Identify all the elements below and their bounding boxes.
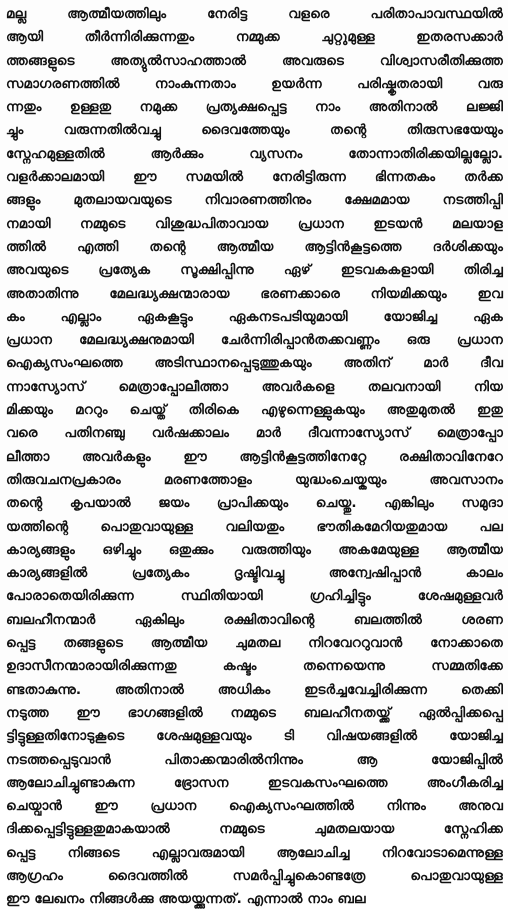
text-line: പ്പെട്ട നിങ്ങടെ എല്ലാവരുമായി ആലോചിച്ച നിറവോടാമെന്നുള്ള: [6, 844, 503, 861]
text-line: തിരുവചനപ്രകാരം മരണത്തോളം യുദ്ധംചെയ്കയും അവസാനം: [6, 471, 503, 488]
text-line: നമായി നമ്മുടെ വിശുദ്ധപിതാവായ പ്രധാന ഇടയൻ മലയാള: [6, 215, 503, 232]
text-line: പ്പെട്ട തങ്ങളുടെ ആത്മീയ ചുമതല നിറവേററുവാൻ നോക്കാതെ: [6, 635, 503, 652]
text-line: യത്തിന്റെ പൊതുവായുള്ള വലിയതും ഭൗതികമേറിയതുമായ പല: [6, 518, 503, 535]
text-line: മല്ല ആത്മീയത്തിലും നേരിട്ട വളരെ പരിതാപാവസ്ഥയിൽ: [6, 6, 503, 22]
text-line: ട്ടിട്ടുള്ളതിനോടുകൂടെ ശേഷമുള്ളവയും ടി വിഷയങ്ങളിൽ യോജിച്ച: [6, 728, 503, 745]
text-line: നടുത്ത ഈ ഭാഗങ്ങളിൽ നമ്മുടെ ബലഹീനതയ്ക്ക് ഏൽപ്പിക്കപ്പെ: [6, 704, 503, 721]
document-body-text: [6, 3, 503, 912]
text-line: ചെയ്വാൻ ഈ പ്രധാന ഐക്യസംഘത്തിൽ നിന്നും അനുവ: [6, 798, 503, 815]
text-line: മിക്കയും മററും ചെയ്ത് തിരികെ എഴുന്നെള്ളുകയും അതുമുതൽ ഇതു: [6, 402, 503, 419]
text-line: വളർക്കാലമായി ഈ സമയിൽ നേരിട്ടിരുന്ന ഭിന്നതകം തർക്ക: [6, 169, 503, 186]
text-line: തന്റെ കൃപയാൽ ജയം പ്രാപിക്കയും ചെയ്തു. എങ്കിലും സമുദാ: [6, 495, 503, 512]
text-line: ബലഹീനന്മാർ ഏകിലും രക്ഷിതാവിന്റെ ബലത്തിൽ ശരണ: [6, 611, 503, 628]
text-line: കം എല്ലാം ഏകകൂട്ടും ഏകനടപടിയുമായി യോജിച്ച ഏക: [6, 308, 503, 325]
text-line: നടത്തപ്പെടുവാൻ പിതാക്കന്മാരിൽനിന്നും ആ യോജിപ്പിൽ: [6, 751, 503, 768]
text-line: ണ്ടതാകുന്നു. അതിനാൽ അധികം ഇടർച്ചവേച്ചിരിക്കുന്ന തെക്കി: [6, 681, 503, 698]
text-line: ഉദാസീനന്മാരായിരിക്കുന്നതു കഷ്ടം തന്നെയെന്നു സമ്മതിക്കേ: [6, 658, 503, 675]
text-line: ദിക്കപ്പെട്ടിട്ടുള്ളതുമാകയാൽ നമ്മുടെ ചുമതലയായ സ്നേഹിക്ക: [6, 821, 503, 838]
text-line: സമാഗരണത്തിൽ നാംകുന്നതാം ഉയർന്ന പരിഷ്കൃതരായി വരു: [6, 75, 503, 92]
text-line: സ്നേഹമുള്ളതിൽ ആർക്കും വ്യസനം തോന്നാതിരിക്കയില്ലല്ലോ.: [6, 145, 503, 162]
text-line: അവയുടെ പ്രത്യേക സൂക്ഷിപ്പിന്നു ഏഴ് ഇടവകകളായി തിരിച്ച: [6, 262, 503, 279]
text-line: ങ്ങളും മുതലായവയുടെ നിവാരണത്തിനും ക്ഷേമമായ നടത്തിപ്പി: [6, 192, 503, 209]
text-line: അതാതിന്നു മേലദ്ധ്യക്ഷന്മാരായ ഭരണക്കാരെ നിയമിക്കയും ഇവ: [6, 285, 503, 302]
text-line: ഐക്യസംഘത്തെ അടിസ്ഥാനപ്പെടുത്തുകയും അതിന് മാർ ദീവ: [6, 355, 503, 372]
text-line: കാര്യങ്ങളിൽ പ്രത്യേകം ദൃഷ്ടിവച്ചു അന്വേഷിപ്പാൻ കാലം: [6, 565, 503, 582]
text-line: ഈ ലേഖനം നിങ്ങൾക്കു അയയ്ക്കുന്നത്. എന്നാൽ നാം ബല: [6, 891, 366, 908]
text-line: ത്തങ്ങളുടെ അത്യുൽസാഹത്താൽ അവരുടെ വിശ്വാസരീതിക്കുത്ത: [6, 52, 503, 69]
text-line: ച്ചും വരുന്നതിൽവച്ചു ദൈവത്തേയും തന്റെ തിരുസഭയേയും: [6, 122, 503, 139]
text-line: പോരാതെയിരിക്കുന്ന സ്ഥിതിയായി ഗ്രഹിച്ചിട്ടും ശേഷമുള്ളവർ: [6, 588, 503, 605]
text-line: ന്നാസ്യോസ് മെത്രാപ്പോലീത്താ അവർകളെ തലവനായി നിയ: [6, 378, 503, 395]
text-line: ആയി തീർന്നിരിക്കുന്നതും നമ്മുക്ക ചുറ്റുമുള്ള ഇതരസക്കാർ: [6, 29, 503, 46]
text-line: ത്തിൽ എത്തി തന്റെ ആത്മീയ ആട്ടിൻകൂട്ടത്തെ ദർശിക്കയും: [6, 238, 503, 255]
text-line: ന്നതും ഉള്ളതു നമുക്ക പ്രത്യക്ഷപ്പെട്ട നാം അതിനാൽ ലജ്ജി: [6, 99, 503, 116]
text-line: കാര്യങ്ങളും ഒഴിച്ചും ഒതുക്കും വരുത്തിയും അകമേയുള്ള ആത്മീയ: [6, 541, 503, 558]
text-line: വരെ പതിനഞ്ചു വർഷക്കാലം മാർ ദീവന്നാസ്യോസ് മെത്രാപ്പോ: [6, 425, 503, 442]
text-line: ആഗ്രഹം ദൈവത്തിൽ സമർപ്പിച്ചുകൊണ്ടത്രേ പൊതുവായുള്ള: [6, 867, 503, 884]
text-line: ആലോചിച്ചുണ്ടാകുന്ന ഭ്രോസന ഇടവകസംഘത്തെ അംഗീകരിച്ച: [6, 774, 503, 791]
text-line: ലീത്താ അവർകളും ഈ ആട്ടിൻകൂട്ടത്തിനേറ്റേ രക്ഷിതാവിനേറേ: [6, 448, 503, 465]
text-line: പ്രധാന മേലദ്ധ്യക്ഷനുമായി ചേർന്നിരിപ്പാൻതക്കവണ്ണം ഒരു പ്രധാന: [6, 332, 503, 349]
